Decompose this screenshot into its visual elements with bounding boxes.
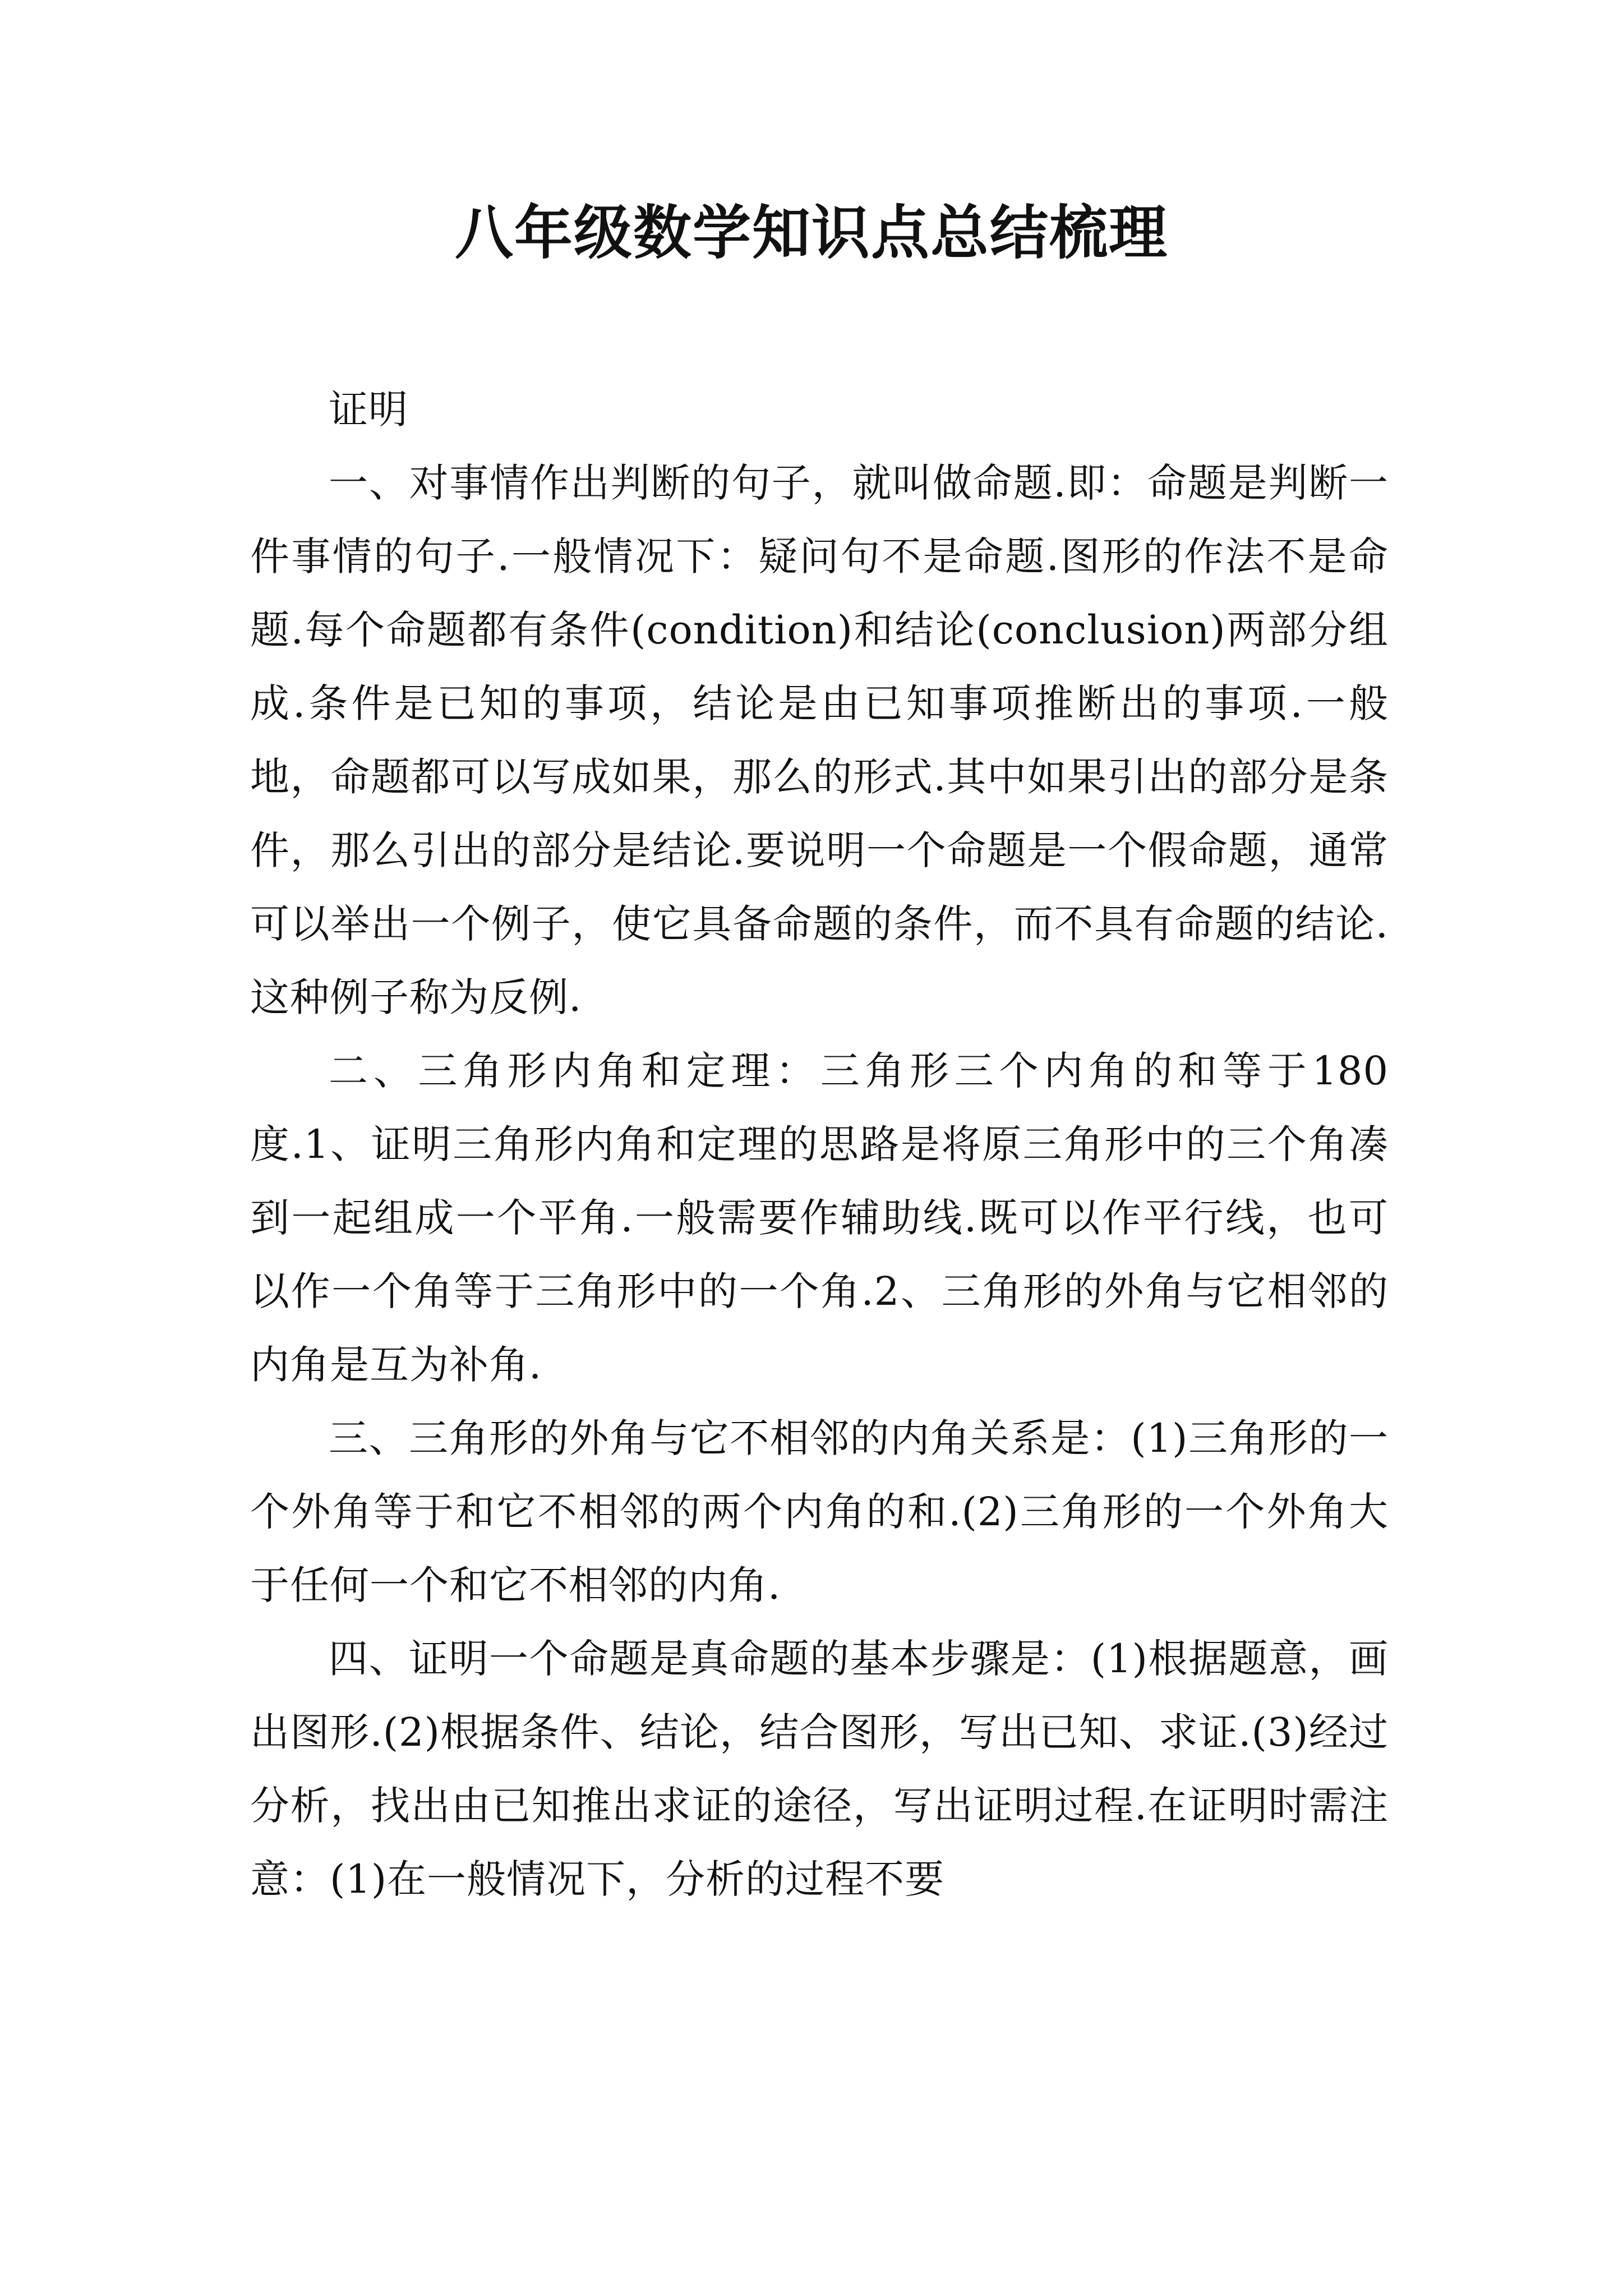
- paragraph-1: 一、对事情作出判断的句子，就叫做命题.即：命题是判断一件事情的句子.一般情况下：疑问句不是命题.图形的作法不是命题.每个命题都有条件(condition)和结论(conclusion)两部分组成.条件是已知的事项，结论是由已知事项推断出的事项.一般地，命题都可以写成如果，那么的形式.其中如果引出的部分是条件，那么引出的部分是结论.要说明一个命题是一个假命题，通常可以举出一个例子，使它具备命题的条件，而不具有命题的结论.这种例子称为反例.: [250, 460, 1389, 1020]
- document-title: 八年级数学知识点总结梳理: [454, 199, 1168, 267]
- paragraph-3: 三、三角形的外角与它不相邻的内角关系是：(1)三角形的一个外角等于和它不相邻的两个内角的和.(2)三角形的一个外角大于任何一个和它不相邻的内角.: [250, 1415, 1389, 1608]
- section-heading: 证明: [329, 386, 408, 432]
- document-body: [250, 373, 1389, 1916]
- paragraph-4: 四、证明一个命题是真命题的基本步骤是：(1)根据题意，画出图形.(2)根据条件、结论，结合图形，写出已知、求证.(3)经过分析，找出由已知推出求证的途径，写出证明过程.在证明时需注意：(1)在一般情况下，分析的过程不要: [250, 1636, 1389, 1902]
- paragraph-2: 二、三角形内角和定理：三角形三个内角的和等于180度.1、证明三角形内角和定理的思路是将原三角形中的三个角凑到一起组成一个平角.一般需要作辅助线.既可以作平行线，也可以作一个角等于三角形中的一个角.2、三角形的外角与它相邻的内角是互为补角.: [250, 1048, 1389, 1388]
